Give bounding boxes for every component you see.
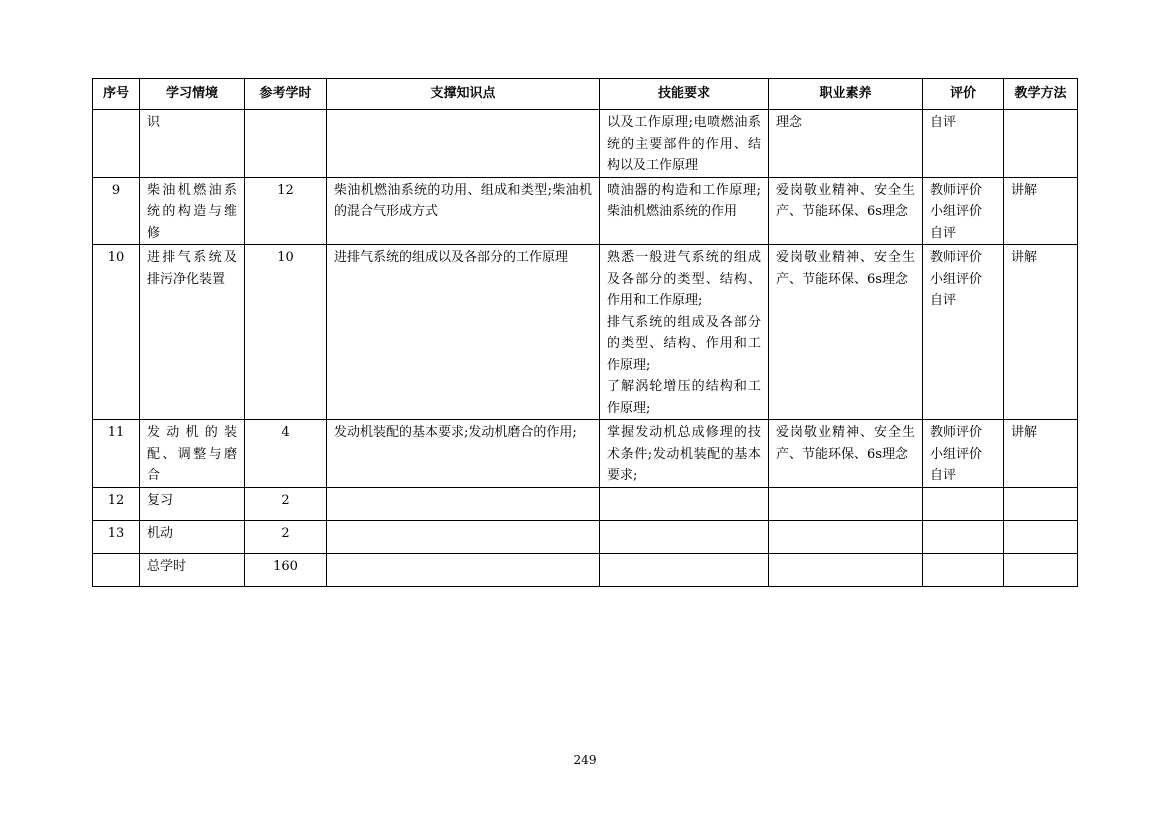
row-knowledge: 柴油机燃油系统的功用、组成和类型;柴油机的混合气形成方式: [327, 177, 600, 245]
row-hours: 12: [245, 177, 327, 245]
row-evaluation: [923, 487, 1004, 520]
row-quality: 爱岗敬业精神、安全生产、节能环保、6s理念: [769, 177, 923, 245]
header-hours: 参考学时: [245, 79, 327, 110]
evaluation-line: 教师评价: [930, 182, 983, 198]
row-evaluation: [923, 420, 1004, 488]
row-evaluation: [923, 177, 1004, 245]
header-no: 序号: [93, 79, 140, 110]
table-row: [93, 110, 1078, 178]
row-skills: [600, 520, 769, 553]
row-skills: [600, 487, 769, 520]
evaluation-line: 小组评价: [930, 271, 983, 287]
row-skills: 掌握发动机总成修理的技术条件;发动机装配的基本要求;: [600, 420, 769, 488]
row-method: [1004, 487, 1078, 520]
row-no: 9: [93, 177, 140, 245]
evaluation-line: 教师评价: [930, 425, 983, 440]
row-method: 讲解: [1004, 177, 1078, 245]
row-quality: 爱岗敬业精神、安全生产、节能环保、6s理念: [769, 420, 923, 488]
row-knowledge: [327, 520, 600, 553]
row-situation: 总学时: [140, 553, 245, 586]
skill-line: 了解涡轮增压的结构和工作原理;: [607, 379, 761, 416]
evaluation-line: 小组评价: [930, 446, 983, 462]
evaluation-line: 自评: [930, 293, 957, 308]
row-no: 11: [93, 420, 140, 488]
header-situation: 学习情境: [140, 79, 245, 110]
row-method: 讲解: [1004, 420, 1078, 488]
row-no: 12: [93, 487, 140, 520]
total-row: [93, 553, 1078, 586]
row-no: 13: [93, 520, 140, 553]
header-evaluation: 评价: [923, 79, 1004, 110]
row-skills: 喷油器的构造和工作原理;柴油机燃油系统的作用: [600, 177, 769, 245]
row-situation: 发动机的装配、调整与磨合: [140, 420, 245, 488]
evaluation-line: 教师评价: [930, 250, 983, 265]
row-situation: 进排气系统及排污净化装置: [140, 245, 245, 420]
row-knowledge: [327, 553, 600, 586]
table-row: [93, 520, 1078, 553]
table-row: [93, 487, 1078, 520]
row-evaluation: [923, 553, 1004, 586]
row-quality: 爱岗敬业精神、安全生产、节能环保、6s理念: [769, 245, 923, 420]
row-knowledge: [327, 487, 600, 520]
row-hours: 4: [245, 420, 327, 488]
table-row: [93, 420, 1078, 488]
header-method: 教学方法: [1004, 79, 1078, 110]
row-situation: 识: [140, 110, 245, 178]
row-skills: 以及工作原理;电喷燃油系统的主要部件的作用、结构以及工作原理: [600, 110, 769, 178]
row-knowledge: 进排气系统的组成以及各部分的工作原理: [327, 245, 600, 420]
row-skills: [600, 553, 769, 586]
row-method: [1004, 553, 1078, 586]
row-situation: 复习: [140, 487, 245, 520]
page-number: 249: [573, 753, 597, 767]
row-method: [1004, 520, 1078, 553]
row-hours: [245, 110, 327, 178]
header-quality: 职业素养: [769, 79, 923, 110]
row-hours: 2: [245, 487, 327, 520]
header-skills: 技能要求: [600, 79, 769, 110]
row-no: [93, 553, 140, 586]
row-quality: [769, 487, 923, 520]
row-evaluation: [923, 245, 1004, 420]
row-evaluation: [923, 520, 1004, 553]
row-no: 10: [93, 245, 140, 420]
header-row: [93, 79, 1078, 110]
evaluation-line: 自评: [930, 225, 957, 241]
course-plan-table: [92, 78, 1078, 587]
row-method: 讲解: [1004, 245, 1078, 420]
row-no: [93, 110, 140, 178]
header-knowledge: 支撑知识点: [327, 79, 600, 110]
table-row: [93, 177, 1078, 245]
row-situation: 柴油机燃油系统的构造与维修: [140, 177, 245, 245]
row-hours: 10: [245, 245, 327, 420]
row-hours: 160: [245, 553, 327, 586]
evaluation-line: 小组评价: [930, 204, 983, 219]
skill-line: 排气系统的组成及各部分的类型、结构、作用和工作原理;: [607, 314, 761, 373]
evaluation-line: 自评: [930, 115, 957, 130]
evaluation-line: 自评: [930, 468, 957, 483]
row-method: [1004, 110, 1078, 178]
row-quality: [769, 553, 923, 586]
row-hours: 2: [245, 520, 327, 553]
row-quality: 理念: [769, 110, 923, 178]
table-row: [93, 245, 1078, 420]
row-skills: [600, 245, 769, 420]
row-knowledge: 发动机装配的基本要求;发动机磨合的作用;: [327, 420, 600, 488]
row-situation: 机动: [140, 520, 245, 553]
row-knowledge: [327, 110, 600, 178]
row-evaluation: [923, 110, 1004, 178]
skill-line: 熟悉一般进气系统的组成及各部分的类型、结构、作用和工作原理;: [607, 250, 761, 308]
row-quality: [769, 520, 923, 553]
